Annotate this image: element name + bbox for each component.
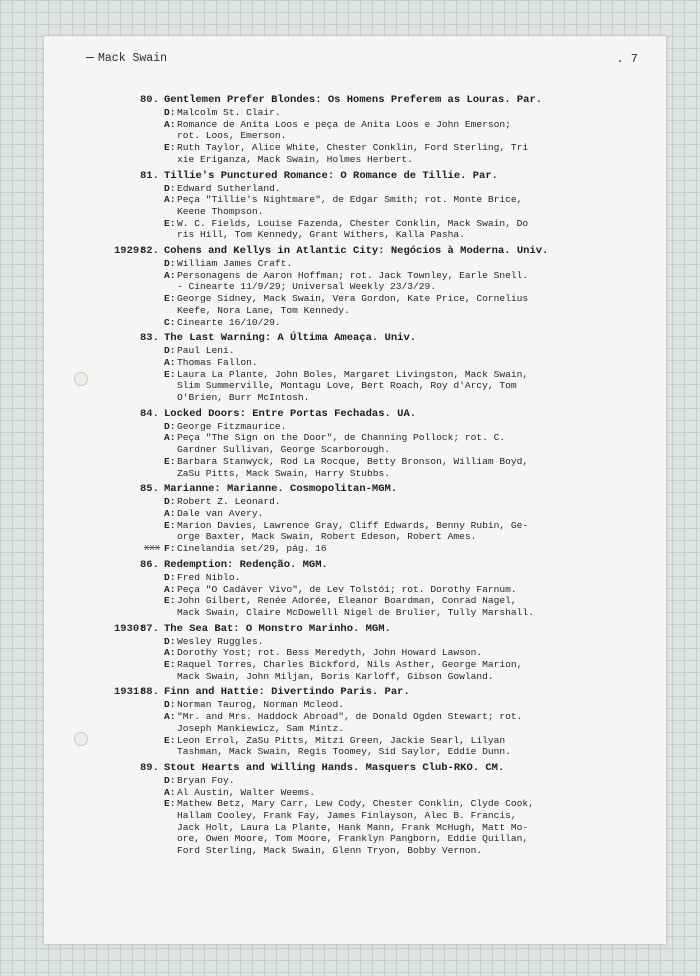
credit-line	[164, 369, 654, 381]
credit-line	[164, 833, 654, 845]
film-entry	[44, 686, 666, 758]
credit-line	[164, 711, 654, 723]
credit-line	[164, 270, 654, 282]
credit-tag: D:	[164, 699, 176, 711]
credit-text: Romance de Anita Loos e peça de Anita Loos e John Emerson;	[177, 118, 511, 130]
credit-tag: D:	[164, 182, 176, 194]
credit-tag: A:	[164, 269, 176, 281]
credit-text: Cinearte 16/10/29.	[177, 316, 281, 328]
film-entry	[44, 245, 666, 328]
credit-line	[164, 723, 654, 735]
credit-tag: A:	[164, 711, 176, 723]
credit-text: Fred Niblo.	[177, 571, 241, 583]
credit-tag: E:	[164, 293, 176, 305]
credit-text: orge Baxter, Mack Swain, Robert Edeson, Robert Ames.	[177, 531, 477, 543]
credit-text: Edward Sutherland.	[177, 182, 281, 194]
film-entry	[44, 623, 666, 683]
credit-text: Barbara Stanwyck, Rod La Rocque, Betty Bronson, William Boyd,	[177, 455, 529, 467]
entry-number: 84.	[140, 407, 159, 420]
entry-number: 89.	[140, 761, 159, 774]
credit-line	[164, 357, 654, 369]
entry-title: Marianne: Marianne. Cosmopolitan-MGM.	[164, 483, 398, 496]
entry-number: 86.	[140, 558, 159, 571]
credit-tag: E:	[164, 734, 176, 746]
credit-tag: A:	[164, 356, 176, 368]
entry-title: Gentlemen Prefer Blondes: Os Homens Preferem as Louras. Par.	[164, 94, 543, 106]
credit-tag: A:	[164, 507, 176, 519]
credit-text: Mack Swain, John Miljan, Boris Karloff, Gibson Gowland.	[177, 670, 494, 682]
credit-line	[164, 671, 654, 683]
credit-tag: E:	[164, 217, 176, 229]
entry-title: The Sea Bat: O Monstro Marinho. MGM.	[164, 622, 391, 635]
credit-text: Dale van Avery.	[177, 507, 264, 519]
credit-text: Peça "Tillie's Nightmare", de Edgar Smith; rot. Monte Brice,	[177, 194, 523, 206]
credit-line	[164, 392, 654, 404]
credit-line	[164, 798, 654, 810]
credit-tag: A:	[164, 786, 176, 798]
credit-text: ris Hill, Tom Kennedy, Grant Withers, Kalla Pasha.	[177, 229, 465, 241]
credit-line	[164, 130, 654, 142]
entry-year: 1929:	[114, 245, 146, 258]
entry-year: 1930:	[114, 622, 146, 635]
credit-line	[164, 735, 654, 747]
credit-line	[164, 194, 654, 206]
credit-tag: D:	[164, 420, 176, 432]
credit-text: Keene Thompson.	[177, 205, 264, 217]
credit-line	[164, 107, 654, 119]
credit-tag: E:	[164, 519, 176, 531]
dash-mark	[86, 57, 94, 58]
entry-number: 87.	[140, 622, 159, 635]
credit-text: Robert Z. Leonard.	[177, 496, 281, 508]
credit-text: Jack Holt, Laura La Plante, Hank Mann, Frank McHugh, Matt Mo-	[177, 821, 529, 833]
credit-text: rot. Loos, Emerson.	[177, 130, 287, 142]
credit-text: Wesley Ruggles.	[177, 635, 264, 647]
credit-line	[164, 584, 654, 596]
credit-text: Thomas Fallon.	[177, 356, 258, 368]
credit-text: Malcolm St. Clair.	[177, 107, 281, 118]
credit-line	[164, 119, 654, 131]
credit-text: Laura La Plante, John Boles, Margaret Livingston, Mack Swain,	[177, 368, 529, 380]
entry-number: 88.	[140, 686, 159, 699]
credit-line	[164, 305, 654, 317]
credit-line	[164, 496, 654, 508]
film-entry	[44, 408, 666, 480]
credit-line	[164, 508, 654, 520]
credit-text: John Gilbert, Renée Adorée, Eleanor Boardman, Conrad Nagel,	[177, 595, 517, 607]
credit-line	[164, 787, 654, 799]
credit-line	[164, 647, 654, 659]
credit-line	[164, 380, 654, 392]
credit-line	[164, 468, 654, 480]
film-entry	[44, 483, 666, 555]
credit-tag: D:	[164, 496, 176, 508]
credit-line	[164, 845, 654, 857]
credit-tag: F:	[164, 543, 176, 555]
document-page	[44, 36, 666, 944]
film-entry	[44, 332, 666, 404]
credit-text: Al Austin, Walter Weems.	[177, 786, 316, 798]
credit-tag: A:	[164, 432, 176, 444]
credit-text: Mack Swain, Claire McDowelll Nigel de Brulier, Tully Marshall.	[177, 606, 534, 618]
credit-text: xie Eriganza, Mack Swain, Holmes Herbert.	[177, 153, 414, 165]
credit-text: William James Craft.	[177, 258, 293, 270]
film-entry	[44, 170, 666, 242]
credit-text: Mathew Betz, Mary Carr, Lew Cody, Chester Conklin, Clyde Cook,	[177, 798, 534, 810]
credit-text: Ruth Taylor, Alice White, Chester Conklin, Ford Sterling, Tri	[177, 142, 529, 154]
credit-text: George Sidney, Mack Swain, Vera Gordon, Kate Price, Cornelius	[177, 293, 529, 305]
credit-tag: E:	[164, 455, 176, 467]
credit-line	[164, 317, 654, 329]
entry-title: Stout Hearts and Willing Hands. Masquers Club-RKO. CM.	[164, 761, 505, 774]
entry-number: 80.	[140, 94, 159, 106]
credit-line	[164, 218, 654, 230]
credit-tag: D:	[164, 635, 176, 647]
credit-line	[164, 636, 654, 648]
credit-text: Ford Sterling, Mack Swain, Glenn Tryon, Bobby Vernon.	[177, 845, 483, 857]
credit-line	[164, 531, 654, 543]
credit-text: Peça "O Cadáver Vivo", de Lev Tolstói; rot. Dorothy Farnum.	[177, 583, 517, 595]
entry-title: Tillie's Punctured Romance: O Romance de Tillie. Par.	[164, 169, 498, 182]
credit-text: Joseph Mankiewicz, Sam Mintz.	[177, 722, 344, 734]
credit-tag: E:	[164, 142, 176, 154]
credit-line	[164, 229, 654, 241]
credit-tag: D:	[164, 571, 176, 583]
credit-line	[164, 746, 654, 758]
running-head	[86, 52, 167, 65]
entry-title: Cohens and Kellys in Atlantic City: Negócios à Moderna. Univ.	[164, 245, 549, 258]
credit-tag: A:	[164, 118, 176, 130]
film-entry	[44, 94, 666, 166]
credit-line	[164, 699, 654, 711]
entry-year: 1931:	[114, 686, 146, 699]
credit-line	[164, 595, 654, 607]
credit-tag: A:	[164, 647, 176, 659]
credit-text: Leon Errol, ZaSu Pitts, Mitzi Green, Jackie Searl, Lilyan	[177, 734, 506, 746]
credit-tag: D:	[164, 345, 176, 357]
filmography-list	[44, 94, 666, 861]
credit-line	[164, 456, 654, 468]
credit-text: Paul Leni.	[177, 345, 235, 357]
credit-line	[164, 659, 654, 671]
running-head-text: Mack Swain	[98, 52, 168, 65]
credit-tag: E:	[164, 798, 176, 810]
credit-text: O'Brien, Burr McIntosh.	[177, 392, 310, 404]
credit-text: Personagens de Aaron Hoffman; rot. Jack Townley, Earle Snell.	[177, 269, 529, 281]
credit-text: Tashman, Mack Swain, Regis Toomey, Sid Saylor, Eddie Dunn.	[177, 746, 511, 758]
credit-line	[164, 183, 654, 195]
credit-tag: D:	[164, 258, 176, 270]
credit-text: Marion Davies, Lawrence Gray, Cliff Edwards, Benny Rubin, Ge-	[177, 519, 529, 531]
credit-tag: A:	[164, 194, 176, 206]
credit-tag: E:	[164, 368, 176, 380]
credit-text: George Fitzmaurice.	[177, 420, 287, 432]
credit-line	[164, 775, 654, 787]
credit-line	[164, 154, 654, 166]
credit-line	[164, 432, 654, 444]
entry-number: 83.	[140, 332, 159, 345]
credit-line	[164, 607, 654, 619]
credit-tag: D:	[164, 774, 176, 786]
credit-text: W. C. Fields, Louise Fazenda, Chester Conklin, Mack Swain, Do	[177, 217, 529, 229]
credit-tag: E:	[164, 659, 176, 671]
credit-text: Raquel Torres, Charles Bickford, Nils Asther, George Marion,	[177, 659, 523, 671]
entry-title: Locked Doors: Entre Portas Fechadas. UA.	[164, 407, 417, 420]
credit-line	[164, 345, 654, 357]
entry-title: Redemption: Redenção. MGM.	[164, 558, 328, 571]
credit-line	[164, 142, 654, 154]
entry-title: The Last Warning: A Última Ameaça. Univ.	[164, 332, 417, 345]
credit-line	[164, 444, 654, 456]
entry-number: 81.	[140, 169, 159, 182]
credit-tag: E:	[164, 595, 176, 607]
credit-line	[164, 822, 654, 834]
entry-title: Finn and Hattie: Divertindo Paris. Par.	[164, 686, 410, 699]
credit-tag: D:	[164, 107, 176, 118]
film-entry	[44, 762, 666, 857]
entry-number: 82.	[140, 245, 159, 258]
credit-line	[164, 258, 654, 270]
credit-line	[164, 293, 654, 305]
credit-line	[164, 206, 654, 218]
credit-line	[164, 421, 654, 433]
credit-line	[164, 810, 654, 822]
credit-text: Dorothy Yost; rot. Bess Meredyth, John Howard Lawson.	[177, 647, 483, 659]
film-entry	[44, 559, 666, 619]
credit-line	[164, 520, 654, 532]
credit-text: Peça "The Sign on the Door", de Channing Pollock; rot. C.	[177, 432, 506, 444]
credit-line	[144, 543, 654, 555]
credit-text: "Mr. and Mrs. Haddock Abroad", de Donald Ogden Stewart; rot.	[177, 711, 523, 723]
credit-line	[164, 572, 654, 584]
credit-text: Hallam Cooley, Frank Fay, James Finlayson, Alec B. Francis,	[177, 810, 517, 822]
page-number: . 7	[616, 52, 638, 66]
entry-number: 85.	[140, 483, 159, 496]
credit-text: ZaSu Pitts, Mack Swain, Harry Stubbs.	[177, 467, 391, 479]
credit-line	[164, 281, 654, 293]
credit-text: Norman Taurog, Norman Mcleod.	[177, 699, 344, 711]
credit-text: Keefe, Nora Lane, Tom Kennedy.	[177, 304, 350, 316]
credit-text: Gardner Sullivan, George Scarborough.	[177, 444, 391, 456]
credit-text: Bryan Foy.	[177, 774, 235, 786]
credit-text: - Cinearte 11/9/29; Universal Weekly 23/3/29.	[177, 281, 437, 293]
credit-text: Slim Summerville, Montagu Love, Bert Roach, Roy d'Arcy, Tom	[177, 380, 517, 392]
struck-text: xxx	[144, 543, 161, 554]
credit-text: Cinelandia set/29, pág. 16	[177, 543, 327, 555]
credit-tag: A:	[164, 583, 176, 595]
credit-tag: C:	[164, 316, 176, 328]
credit-text: ore, Owen Moore, Tom Moore, Franklyn Pangborn, Eddie Quillan,	[177, 833, 529, 845]
